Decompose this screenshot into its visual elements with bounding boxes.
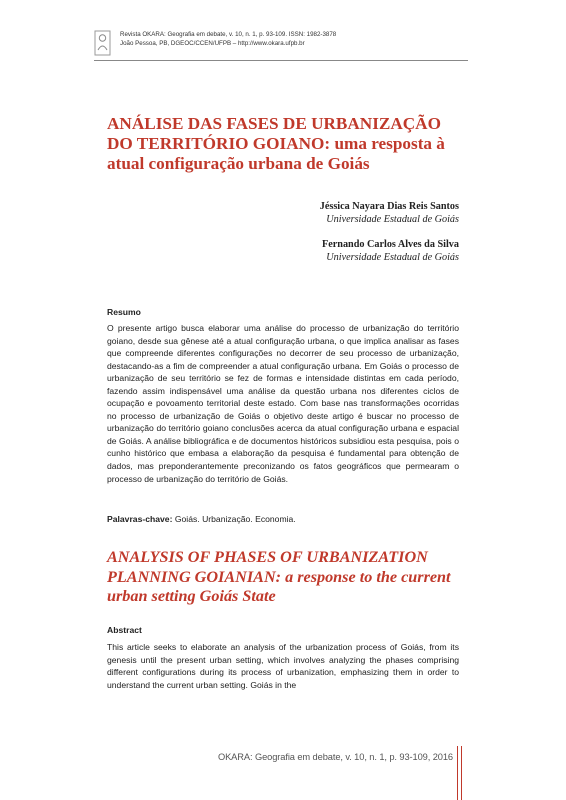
footer-bar-decoration — [457, 746, 458, 800]
journal-header — [120, 31, 450, 48]
abstract-heading: Abstract — [107, 625, 142, 635]
journal-location: João Pessoa, PB, DGEOC/CCEN/UFPB – http://www.okara.ufpb.br — [120, 39, 305, 47]
journal-logo-icon — [94, 30, 111, 56]
author-affiliation: Universidade Estadual de Goiás — [326, 252, 459, 263]
keywords-list: Goiás. Urbanização. Economia. — [174, 514, 296, 524]
article-title-en: ANALYSIS OF PHASES OF URBANIZATION PLANNING GOIANIAN: a response to the current urban setting Goiás State — [107, 548, 451, 605]
footer-bar-decoration — [461, 746, 462, 800]
journal-citation: Revista OKARA: Geografia em debate, v. 10, n. 1, p. 93-109. ISSN: 1982-3878 — [120, 31, 337, 38]
keywords-pt — [107, 514, 296, 524]
page-footer: OKARA: Geografia em debate, v. 10, n. 1, p. 93-109, 2016 — [217, 752, 453, 762]
abstract-text: This article seeks to elaborate an analysis of the urbanization process of Goiás, from its genesis until the present urban setting, which involves analyzing the phases comprising different configurations during its process of urbanization, emphasizing them in order to understand the current urban setting. Goiás in the — [107, 642, 459, 690]
author-block-2 — [322, 238, 459, 264]
author-name: Fernando Carlos Alves da Silva — [322, 239, 459, 250]
author-name: Jéssica Nayara Dias Reis Santos — [319, 201, 459, 212]
keywords-label: Palavras-chave: — [107, 514, 173, 524]
header-divider — [94, 60, 468, 61]
resumo-text: O presente artigo busca elaborar uma análise do processo de urbanização do território goiano, desde sua gênese até a atual configuração urbana, o que implica analisar as fases que compreende diferentes configurações no decorrer de seu processo de urbanização, destacando-as a fim de compreender a atual configuração urbana. Em Goiás o processo de urbanização de seu território se fez de formas e intensidade distintas em cada período, fazendo assim indispensável uma análise da questão urbana nos diferentes ciclos de ocupação e povoamento territorial deste estado. Com base nas transformações ocorridas no processo de urbanização de Goiás o objetivo deste artigo é buscar no processo de urbanização do território goiano conclusões acerca da atual configuração urbana e espacial de Goiás. A análise bibliográfica e de documentos históricos subsidiou esta pesquisa, pois o cunho histórico que embasa a elaboração da pesquisa é fundamental para obtenção de dados, mas preponderantemente preconizando os fatos geográficos que permearam o processo de urbanização do território de Goiás. — [107, 323, 459, 484]
resumo-heading: Resumo — [107, 307, 141, 317]
author-affiliation: Universidade Estadual de Goiás — [326, 214, 459, 225]
author-block-1 — [320, 200, 459, 226]
article-title-pt: ANÁLISE DAS FASES DE URBANIZAÇÃO DO TERRITÓRIO GOIANO: uma resposta à atual configuração urbana de Goiás — [107, 114, 445, 173]
